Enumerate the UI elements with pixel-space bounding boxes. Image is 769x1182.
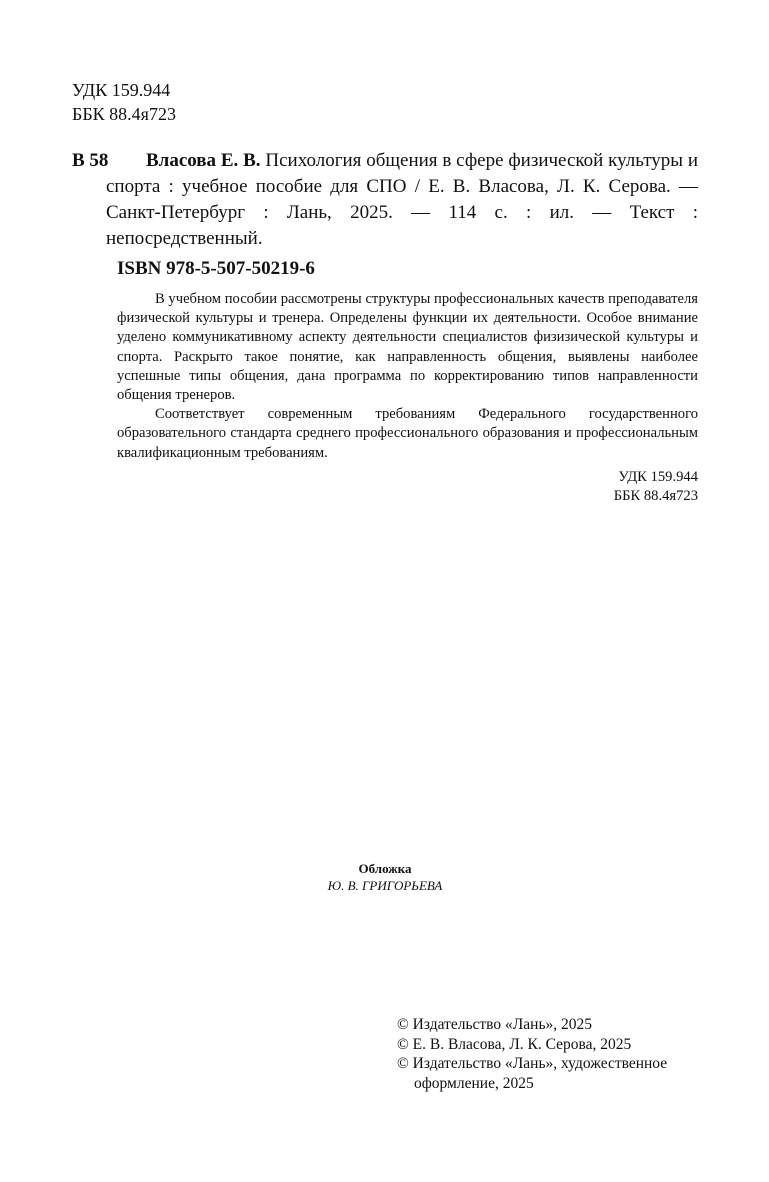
classification-block-top xyxy=(72,78,176,126)
copyright-line: © Издательство «Лань», художественное оформление, 2025 xyxy=(397,1055,668,1092)
annotation xyxy=(117,290,698,463)
isbn: ISBN 978-5-507-50219-6 xyxy=(117,258,315,279)
bbk-code: ББК 88.4я723 xyxy=(72,104,176,124)
annotation-paragraph: Соответствует современным требованиям Федерального государственного образовательного стандарта среднего профессионального образования и профессиональным квалификационным требованиям. xyxy=(117,406,698,461)
bibliographic-record xyxy=(106,148,698,252)
cover-credit xyxy=(250,860,520,894)
cover-designer: Ю. В. ГРИГОРЬЕВА xyxy=(327,878,443,893)
author-sign: В 58 xyxy=(72,150,109,171)
bbk-code: ББК 88.4я723 xyxy=(613,488,698,505)
annotation-paragraph: В учебном пособии рассмотрены структуры профессиональных качеств преподавателя физической культуры и тренера. Определены функции их деятельности. Особое внимание уделено коммуникативному аспекту деятельности специалистов физизической культуры и спорта. Раскрыто такое понятие, как направленность общения, выявлены наиболее успешные типы общения, дана программа по корректированию типов направленности общения тренеров. xyxy=(117,291,698,404)
copyright-block xyxy=(397,1015,707,1093)
copyright-line: © Издательство «Лань», 2025 xyxy=(397,1016,593,1033)
classification-block-bottom xyxy=(540,468,698,506)
cover-label: Обложка xyxy=(358,861,412,876)
udk-code: УДК 159.944 xyxy=(72,80,171,100)
copyright-line: © Е. В. Власова, Л. К. Серова, 2025 xyxy=(397,1035,632,1053)
author-name: Власова Е. В. xyxy=(146,150,261,171)
udk-code: УДК 159.944 xyxy=(618,469,698,485)
bibliographic-description: Психология общения в сфере физической культуры и спорта : учебное пособие для СПО / Е. В. Власова, Л. К. Серова. — Санкт-Петербург : Лань, 2025. — 114 с. : ил. — Текст : непосредственный. xyxy=(106,150,699,249)
